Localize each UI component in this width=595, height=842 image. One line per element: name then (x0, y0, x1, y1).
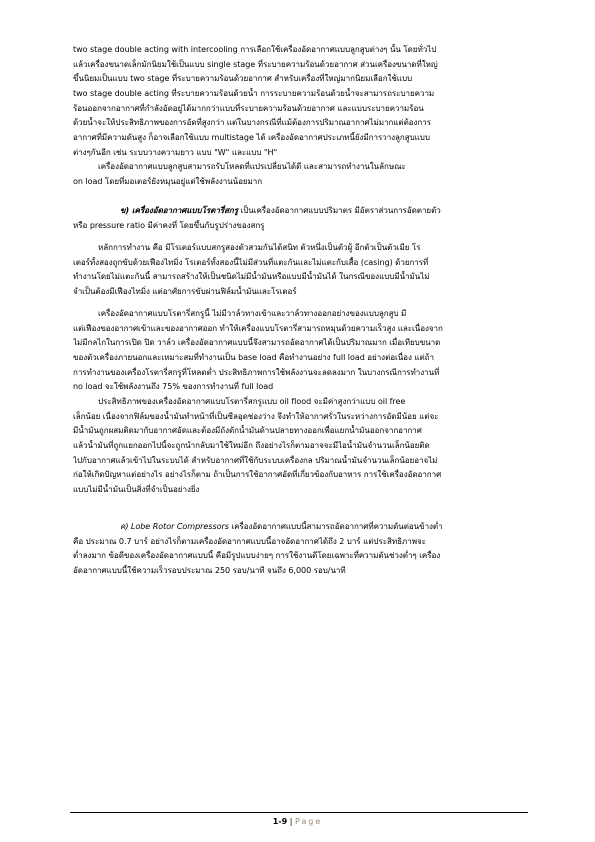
page-footer (0, 816, 595, 828)
text-line: อากาศที่มีความดันสูง ก็อาจเลือกใช้แบบ multistage ได้ เครื่องอัดอากาศประเภทนี้ยังมีการวางลูกสูบแบบ (73, 133, 430, 142)
text-line: แบบไม่มีน้ำมันเป็นสิ่งที่จำเป็นอย่างยิ่ง (73, 485, 200, 494)
text-line: ร้อนออกจากอากาศที่กำลังอัดอยู่ได้มากกว่าแบบที่ระบายความร้อนด้วยอากาศ และแบบระบายความร้อน (73, 104, 424, 113)
text-line: ขึ้นนิยมเป็นแบบ two stage ที่ระบายความร้อนด้วยอากาศ สำหรับเครื่องที่ใหญ่มากนิยมเลือกใช้แบบ (73, 74, 413, 83)
footer-separator: | (289, 817, 293, 826)
text-line: ไปกับอากาศแล้วเข้าไปในระบบได้ สำหรับอากาศที่ใช้กับระบบเครื่องกล ปริมาณน้ำมันจำนวนเล็กน้อยอาจไม่ (73, 456, 438, 465)
text-line: หรือ pressure ratio มีค่าคงที่ โดยขึ้นกับรูปร่างของสกรู (73, 221, 265, 230)
text-line: เครื่องอัดอากาศแบบลูกสูบสามารถรับโหลดที่แปรเปลี่ยนได้ดี และสามารถทำงานในลักษณะ (98, 162, 406, 171)
text-line: ด้วยน้ำจะให้ประสิทธิภาพของการอัดที่สูงกว่า แต่ในบางกรณีที่แม้ต้องการปริมาณอากาศไม่มากแต่ต้องการ (73, 118, 431, 127)
text-line: ไม่มีกลไกในการเปิด ปิด วาล์ว เครื่องอัดอากาศแบบนี้จึงสามารถอัดอากาศได้เป็นปริมาณมาก เมื่อเทียบขนาด (73, 338, 441, 347)
text-line: on load โดยที่มอเตอร์ยังหมุนอยู่แต่ใช้พลังงานน้อยมาก (73, 177, 263, 186)
text-line: คือ ประมาณ 0.7 บาร์ อย่างไรก็ตามเครื่องอัดอากาศแบบนี้อาจอัดอากาศได้ถึง 2 บาร์ แต่ประสิทธิภาพจะ (73, 537, 426, 546)
text-line: two stage double acting ที่ระบายความร้อนด้วยน้ำ การระบายความร้อนด้วยน้ำจะสามารถระบายความ (73, 89, 435, 98)
text-line: ต่ำลงมาก ข้อดีของเครื่องอัดอากาศแบบนี้ คือมีรูปแบบง่ายๆ การใช้งานดีโดยเฉพาะที่ความดันช่วงต่ำๆ เครื่อง (73, 551, 441, 560)
text-line: ต่างๆกันอีก เช่น ระบบวางความยาว แบบ "W" และแบบ "H" (73, 148, 278, 157)
text-line: แล้วน้ำมันที่ถูกแยกออกไปนี้จะถูกนำกลับมาใช้ใหม่อีก ถึงอย่างไรก็ตามอาจจะมีไอน้ำมันจำนวนเล็กน้อยติด (73, 441, 430, 450)
text-line: อัดอากาศแบบนี้ใช้ความเร็วรอบประมาณ 250 รอบ/นาที จนถึง 6,000 รอบ/นาที (73, 566, 346, 575)
text-line: แล้วเครื่องขนาดเล็กมักนิยมใช้เป็นแบบ single stage ที่ระบายความร้อนด้วยอากาศ ส่วนเครื่องขนาดที่ใหญ่ (73, 60, 438, 69)
text-line: no load จะใช้พลังงานถึง 75% ของการทำงานที่ full load (73, 382, 274, 391)
text-span: เครื่องอัดอากาศแบบนี้สามารถอัดอากาศที่ความดันต่อนข้างต่ำ (228, 522, 443, 531)
section-heading-screw: ข) เครื่องอัดอากาศแบบโรตารี่สกรู (120, 206, 239, 215)
text-line (120, 205, 525, 217)
text-line: ประสิทธิภาพของเครื่องอัดอากาศแบบโรตารี่สกรูแบบ oil flood จะมีค่าสูงกว่าแบบ oil free (98, 397, 406, 406)
text-line: หลักการทำงาน คือ มีโรเตอร์แบบสกรูสองตัวสวมกันได้สนิท ตัวหนึ่งเป็นตัวผู้ อีกตัวเป็นตัวเมีย โร (98, 243, 421, 252)
text-line: เตอร์ทั้งสองถูกขับด้วยเฟืองไทมิ่ง โรเตอร์ทั้งสองนี้ไม่มีส่วนที่แตะกันและไม่แตะกับเสื้อ (casing) ด้วยการที่ (73, 258, 429, 267)
section-heading-lobe: ค) Lobe Rotor Compressors (120, 522, 229, 531)
text-line: เครื่องอัดอากาศแบบโรตารี่สกรูนี้ ไม่มีวาล์วทางเข้าและวาล์วทางออกอย่างของแบบลูกสูบ มี (98, 309, 407, 318)
text-span: เป็นเครื่องอัดอากาศแบบปริมาตร มีอัตราส่วนการอัดตายตัว (238, 206, 441, 215)
text-line: จำเป็นต้องมีเฟืองไทมิ่ง แต่อาศัยการขับผ่านฟิล์มน้ำมันและโรเตอร์ (73, 287, 297, 296)
page-number: 1-9 (272, 817, 288, 826)
text-line: ก่อให้เกิดปัญหาแต่อย่างไร อย่างไรก็ตาม ถ้าเป็นการใช้อากาศอัดที่เกี่ยวข้องกับอาหาร การใช้เครื่องอัดอากาศ (73, 470, 442, 479)
text-line: ของตัวเครื่องภายนอกและเหมาะสมที่ทำงานเป็น base load คือทำงานอย่าง full load อย่างต่อเนื่อง แต่ถ้า (73, 353, 434, 362)
text-line: ทำงานโดยไม่แตะกันนี้ สามารถสร้างให้เป็นชนิดไม่มีน้ำมันหรือแบบมีน้ำมันได้ ในกรณีของแบบมีน้ำมันไม่ (73, 272, 430, 281)
text-line: เล็กน้อย เนื่องจากฟิล์มของน้ำมันทำหน้าที่เป็นซีลอุดช่องว่าง จึงทำให้อากาศรั่วในระหว่างการอัดมีน้อย แต่จะ (73, 412, 439, 421)
text-line: การทำงานของเครื่องโรตารี่สกรูที่โหลดต่ำ ประสิทธิภาพการใช้พลังงานจะลดลงมาก ในบางกรณีการทำงานที่ (73, 368, 440, 377)
text-line (120, 521, 525, 533)
text-line: แต่เฟืองของอากาศเข้าและของอากาศออก ทำให้เครื่องแบบโรตารี่สามารถหมุนด้วยความเร็วสูง และเนื่องจาก (73, 324, 443, 333)
text-line: มีน้ำมันถูกผสมติดมากับอากาศอัดและต้องมีถังดักน้ำมันด้านปลายทางออกเพื่อแยกน้ำมันออกจากอากาศ (73, 426, 422, 435)
page-label: Page (294, 817, 323, 826)
text-line: two stage double acting with intercooling การเลือกใช้เครื่องอัดอากาศแบบลูกสูบต่างๆ นั้น โดยทั่วไป (73, 45, 437, 54)
footer-rule (70, 812, 528, 813)
